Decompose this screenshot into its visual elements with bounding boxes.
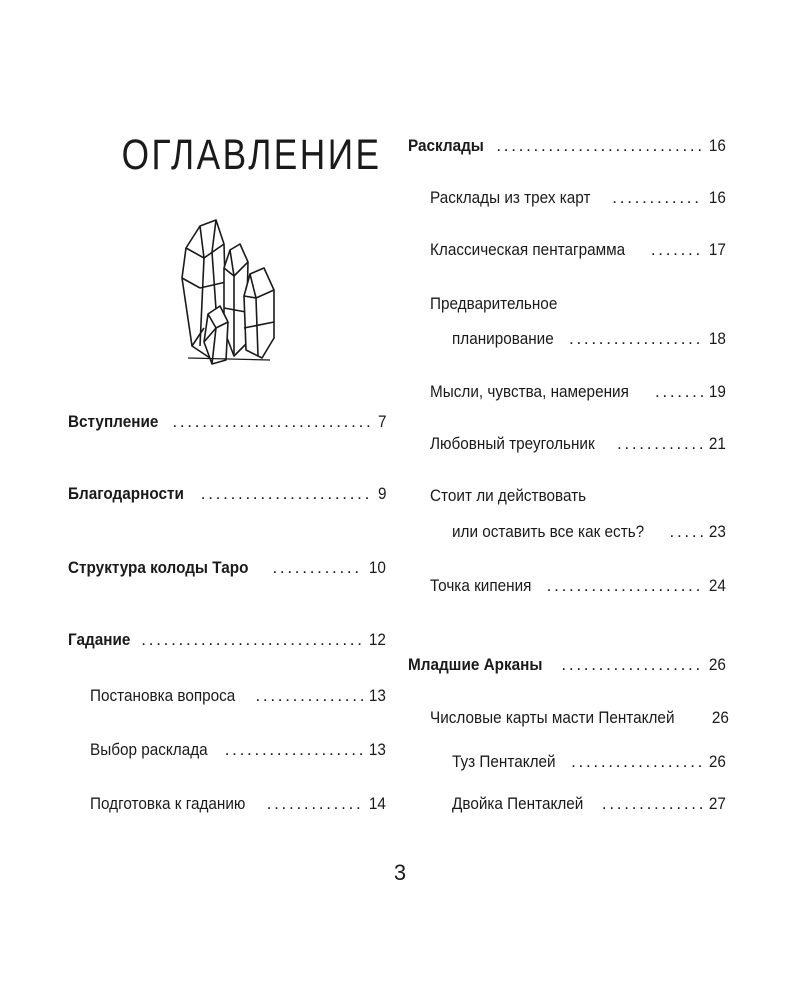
toc-entry[interactable] [68,484,386,504]
toc-entry[interactable] [90,686,386,706]
toc-entry[interactable] [430,188,726,208]
crystal-cluster-icon [178,218,280,366]
toc-leader-dots [651,240,703,260]
toc-entry-label: или оставить все как есть? [452,522,645,541]
page-title: ОГЛАВЛЕНИЕ [121,131,382,179]
toc-leader-dots [561,655,703,675]
toc-entry-page: 16 [708,188,726,207]
toc-entry[interactable] [408,136,726,156]
toc-entry-page: 18 [708,329,726,348]
toc-leader-dots [617,434,703,454]
toc-leader-dots [496,136,703,156]
toc-entry-label-line1: Предварительное [430,294,558,313]
toc-entry-label: Выбор расклада [90,740,208,759]
toc-leader-dots [670,522,704,542]
toc-entry-page: 23 [708,522,726,541]
toc-entry-page: 26 [711,708,729,727]
toc-entry-label: Мысли, чувства, намерения [430,382,629,401]
toc-entry-label: Числовые карты масти Пентаклей [430,708,675,727]
toc-entry-label: Постановка вопроса [90,686,236,705]
toc-entry-page: 26 [708,752,726,771]
toc-entry[interactable] [90,740,386,760]
toc-entry[interactable] [452,794,726,814]
toc-entry-page: 10 [368,558,386,577]
toc-entry-page: 19 [708,382,726,401]
toc-entry[interactable] [408,655,726,675]
toc-entry-label: Благодарности [68,484,184,503]
toc-entry-label: планирование [452,329,554,348]
toc-entry-label: Структура колоды Таро [68,558,249,577]
toc-entry-label: Любовный треугольник [430,434,595,453]
toc-leader-dots [569,329,703,349]
toc-entry[interactable] [430,576,726,596]
toc-entry-page: 12 [368,630,386,649]
toc-entry-label-line1: Стоит ли действовать [430,486,587,505]
toc-entry[interactable] [68,558,386,578]
toc-entry-label: Классическая пентаграмма [430,240,626,259]
toc-leader-dots [255,686,363,706]
toc-entry-page: 7 [377,412,386,431]
toc-leader-dots [267,794,363,814]
toc-entry-label: Гадание [68,630,131,649]
toc-entry-page: 27 [708,794,726,813]
toc-leader-dots [655,382,703,402]
toc-entry-page: 16 [708,136,726,155]
toc-entry-label: Туз Пентаклей [452,752,556,771]
toc-entry-page: 24 [708,576,726,595]
toc-entry[interactable] [452,329,726,349]
toc-leader-dots [547,576,703,596]
page-number: 3 [393,860,407,885]
toc-entry-label: Точка кипения [430,576,532,595]
toc-entry-label: Расклады [408,136,484,155]
toc-entry-page: 17 [708,240,726,259]
toc-entry-page: 13 [368,740,386,759]
toc-leader-dots [141,630,363,650]
toc-entry-label: Вступление [68,412,159,431]
toc-entry[interactable] [430,434,726,454]
toc-entry-page: 26 [708,655,726,674]
toc-leader-dots [225,740,363,760]
toc-entry-page: 9 [377,484,386,503]
toc-entry[interactable] [452,522,726,542]
toc-entry[interactable] [452,752,726,772]
toc-entry[interactable] [90,794,386,814]
toc-entry[interactable] [430,708,729,728]
toc-leader-dots [571,752,703,772]
toc-entry-label: Двойка Пентаклей [452,794,584,813]
toc-entry-page: 13 [368,686,386,705]
toc-entry[interactable] [430,382,726,402]
toc-leader-dots [172,412,372,432]
toc-entry[interactable] [68,630,386,650]
toc-leader-dots [602,794,703,814]
toc-leader-dots [272,558,363,578]
toc-leader-dots [612,188,703,208]
toc-entry-page: 14 [368,794,386,813]
toc-entry-label: Младшие Арканы [408,655,543,674]
toc-entry-label: Подготовка к гаданию [90,794,246,813]
toc-entry-page: 21 [708,434,726,453]
toc-entry[interactable] [68,412,386,432]
toc-leader-dots [201,484,373,504]
toc-entry-label: Расклады из трех карт [430,188,591,207]
toc-entry[interactable] [430,240,726,260]
